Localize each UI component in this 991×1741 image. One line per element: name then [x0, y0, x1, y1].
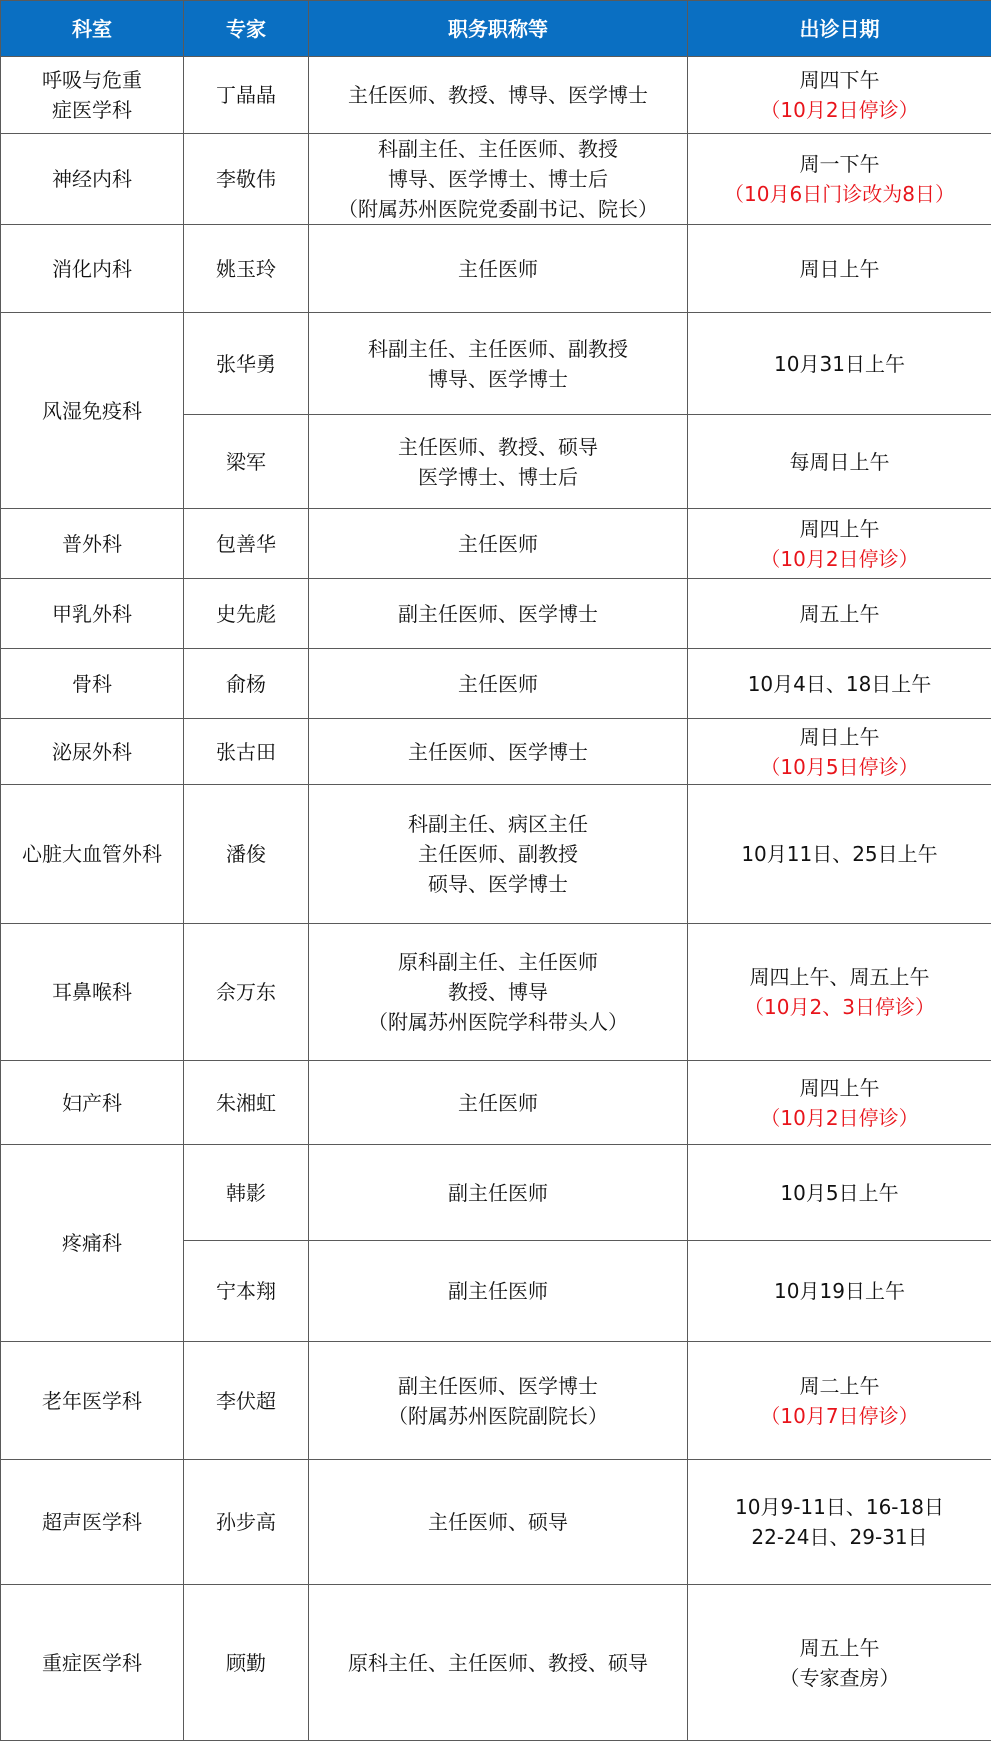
titles-cell — [309, 509, 688, 579]
schedule-cell — [688, 649, 991, 719]
schedule-text: 10月4日、18日上午 — [692, 669, 987, 699]
table-row — [1, 225, 991, 313]
schedule-cell — [688, 225, 991, 313]
schedule-text: 周五上午 — [692, 1633, 987, 1663]
table-row — [1, 134, 991, 225]
title-line: 医学博士、博士后 — [313, 462, 683, 492]
titles-cell — [309, 1145, 688, 1241]
table-row — [1, 785, 991, 924]
column-header-titles: 职务职称等 — [309, 1, 688, 57]
title-line: 主任医师、医学博士 — [313, 737, 683, 767]
title-line: 主任医师、教授、硕导 — [313, 432, 683, 462]
table-row — [1, 1585, 991, 1741]
schedule-cell — [688, 1241, 991, 1342]
title-line: 副主任医师 — [313, 1276, 683, 1306]
table-row — [1, 579, 991, 649]
schedule-note: （10月6日门诊改为8日） — [692, 179, 987, 209]
title-line: 副主任医师 — [313, 1178, 683, 1208]
schedule-cell — [688, 1061, 991, 1145]
doctor-cell: 丁晶晶 — [184, 57, 309, 134]
dept-cell: 老年医学科 — [1, 1342, 184, 1460]
doctor-cell: 俞杨 — [184, 649, 309, 719]
header-row — [1, 1, 991, 57]
schedule-cell — [688, 924, 991, 1061]
schedule-text: 周五上午 — [692, 599, 987, 629]
schedule-cell — [688, 415, 991, 509]
title-line: 博导、医学博士、博士后 — [313, 164, 683, 194]
schedule-cell — [688, 719, 991, 785]
doctor-cell: 史先彪 — [184, 579, 309, 649]
table-row — [1, 719, 991, 785]
titles-cell — [309, 649, 688, 719]
schedule-cell — [688, 1585, 991, 1741]
table-row — [1, 1342, 991, 1460]
title-line: 主任医师 — [313, 529, 683, 559]
doctor-cell: 佘万东 — [184, 924, 309, 1061]
schedule-text-2: （专家查房） — [692, 1663, 987, 1693]
title-line: 主任医师、硕导 — [313, 1507, 683, 1537]
schedule-note: （10月2日停诊） — [692, 1103, 987, 1133]
doctor-cell: 张古田 — [184, 719, 309, 785]
doctor-cell: 顾勤 — [184, 1585, 309, 1741]
schedule-text: 周一下午 — [692, 149, 987, 179]
titles-cell — [309, 1460, 688, 1585]
doctor-cell: 姚玉玲 — [184, 225, 309, 313]
title-line: 原科主任、主任医师、教授、硕导 — [313, 1648, 683, 1678]
schedule-cell — [688, 785, 991, 924]
column-header-schedule: 出诊日期 — [688, 1, 991, 57]
dept-cell: 超声医学科 — [1, 1460, 184, 1585]
doctor-cell: 孙步高 — [184, 1460, 309, 1585]
title-line: （附属苏州医院党委副书记、院长） — [313, 194, 683, 224]
dept-cell: 神经内科 — [1, 134, 184, 225]
title-line: 科副主任、主任医师、副教授 — [313, 334, 683, 364]
schedule-text: 10月31日上午 — [692, 349, 987, 379]
table-row — [1, 1460, 991, 1585]
titles-cell — [309, 134, 688, 225]
title-line: 主任医师、副教授 — [313, 839, 683, 869]
title-line: 原科副主任、主任医师 — [313, 947, 683, 977]
schedule-note: （10月7日停诊） — [692, 1401, 987, 1431]
schedule-cell — [688, 134, 991, 225]
title-line: 博导、医学博士 — [313, 364, 683, 394]
table-row — [1, 57, 991, 134]
dept-cell: 风湿免疫科 — [1, 313, 184, 509]
schedule-cell — [688, 1460, 991, 1585]
titles-cell — [309, 1241, 688, 1342]
titles-cell — [309, 785, 688, 924]
title-line: 科副主任、病区主任 — [313, 809, 683, 839]
schedule-text: 10月9-11日、16-18日 — [692, 1492, 987, 1522]
schedule-text: 周四上午、周五上午 — [692, 962, 987, 992]
title-line: 硕导、医学博士 — [313, 869, 683, 899]
table-row — [1, 649, 991, 719]
schedule-text: 10月5日上午 — [692, 1178, 987, 1208]
schedule-text: 周四上午 — [692, 514, 987, 544]
doctor-cell: 李敬伟 — [184, 134, 309, 225]
schedule-text: 周二上午 — [692, 1371, 987, 1401]
schedule-cell — [688, 509, 991, 579]
schedule-note: （10月2、3日停诊） — [692, 992, 987, 1022]
schedule-cell — [688, 1342, 991, 1460]
doctor-cell: 潘俊 — [184, 785, 309, 924]
dept-cell: 耳鼻喉科 — [1, 924, 184, 1061]
table-row — [1, 924, 991, 1061]
title-line: （附属苏州医院学科带头人） — [313, 1007, 683, 1037]
table-row — [1, 1061, 991, 1145]
schedule-cell — [688, 579, 991, 649]
table-row — [1, 313, 991, 415]
table-row — [1, 509, 991, 579]
table-row — [1, 1145, 991, 1241]
doctor-cell: 宁本翔 — [184, 1241, 309, 1342]
title-line: 副主任医师、医学博士 — [313, 1371, 683, 1401]
titles-cell — [309, 225, 688, 313]
schedule-text: 10月19日上午 — [692, 1276, 987, 1306]
schedule-text: 周日上午 — [692, 254, 987, 284]
dept-cell: 骨科 — [1, 649, 184, 719]
dept-cell: 甲乳外科 — [1, 579, 184, 649]
dept-cell: 消化内科 — [1, 225, 184, 313]
title-line: 科副主任、主任医师、教授 — [313, 134, 683, 164]
doctor-cell: 李伏超 — [184, 1342, 309, 1460]
doctor-cell: 朱湘虹 — [184, 1061, 309, 1145]
title-line: 主任医师 — [313, 669, 683, 699]
titles-cell — [309, 1585, 688, 1741]
titles-cell — [309, 57, 688, 134]
dept-cell: 泌尿外科 — [1, 719, 184, 785]
titles-cell — [309, 719, 688, 785]
schedule-note: （10月2日停诊） — [692, 544, 987, 574]
title-line: 教授、博导 — [313, 977, 683, 1007]
titles-cell — [309, 924, 688, 1061]
column-header-doctor: 专家 — [184, 1, 309, 57]
title-line: 主任医师 — [313, 254, 683, 284]
dept-cell: 呼吸与危重 症医学科 — [1, 57, 184, 134]
doctor-cell: 包善华 — [184, 509, 309, 579]
dept-cell: 疼痛科 — [1, 1145, 184, 1342]
titles-cell — [309, 415, 688, 509]
schedule-note: （10月5日停诊） — [692, 752, 987, 782]
title-line: （附属苏州医院副院长） — [313, 1401, 683, 1431]
schedule-cell — [688, 57, 991, 134]
titles-cell — [309, 1342, 688, 1460]
titles-cell — [309, 1061, 688, 1145]
schedule-text: 周四上午 — [692, 1073, 987, 1103]
schedule-text-2: 22-24日、29-31日 — [692, 1522, 987, 1552]
title-line: 主任医师 — [313, 1088, 683, 1118]
column-header-dept: 科室 — [1, 1, 184, 57]
dept-cell: 心脏大血管外科 — [1, 785, 184, 924]
title-line: 副主任医师、医学博士 — [313, 599, 683, 629]
titles-cell — [309, 313, 688, 415]
doctor-cell: 梁军 — [184, 415, 309, 509]
dept-cell: 妇产科 — [1, 1061, 184, 1145]
dept-cell: 重症医学科 — [1, 1585, 184, 1741]
dept-cell: 普外科 — [1, 509, 184, 579]
schedule-text: 10月11日、25日上午 — [692, 839, 987, 869]
doctor-cell: 韩影 — [184, 1145, 309, 1241]
schedule-note: （10月2日停诊） — [692, 95, 987, 125]
schedule-cell — [688, 313, 991, 415]
schedule-cell — [688, 1145, 991, 1241]
schedule-text: 周四下午 — [692, 65, 987, 95]
schedule-text: 周日上午 — [692, 722, 987, 752]
title-line: 主任医师、教授、博导、医学博士 — [313, 80, 683, 110]
doctor-cell: 张华勇 — [184, 313, 309, 415]
titles-cell — [309, 579, 688, 649]
schedule-text: 每周日上午 — [692, 447, 987, 477]
